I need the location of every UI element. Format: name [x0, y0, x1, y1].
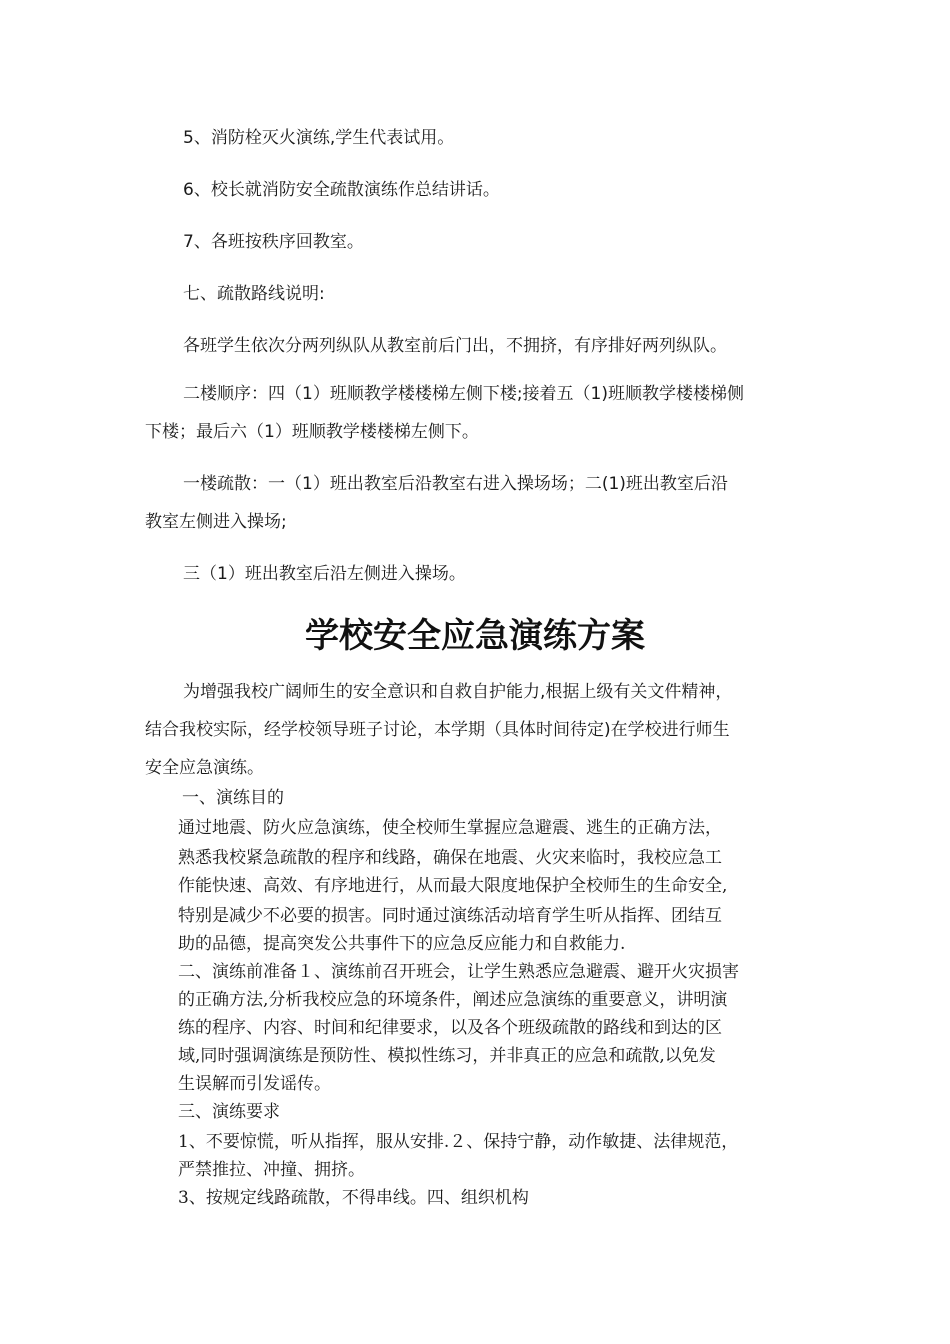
body-line: 熟悉我校紧急疏散的程序和线路，确保在地震、火灾来临时，我校应急工	[178, 848, 722, 868]
section-heading-evacuation-route: 七、疏散路线说明:	[183, 284, 325, 304]
body-line: 生误解而引发谣传。	[178, 1074, 331, 1094]
body-line: 作能快速、高效、有序地进行，从而最大限度地保护全校师生的生命安全,	[178, 876, 728, 896]
heading-drill-preparation: 二、演练前准备１、演练前召开班会，让学生熟悉应急避震、避开火灾损害	[178, 962, 739, 982]
step-7: 7、各班按秩序回教室。	[183, 232, 364, 252]
paragraph-second-floor-line2: 下楼；最后六（1）班顺教学楼楼梯左侧下。	[145, 422, 479, 442]
intro-line-3: 安全应急演练。	[145, 758, 264, 778]
body-line: 练的程序、内容、时间和纪律要求，以及各个班级疏散的路线和到达的区	[178, 1018, 722, 1038]
body-line: 特别是减少不必要的损害。同时通过演练活动培育学生听从指挥、团结互	[178, 906, 722, 926]
heading-drill-requirements: 三、演练要求	[178, 1102, 280, 1122]
step-5: 5、消防栓灭火演练,学生代表试用。	[183, 128, 455, 148]
step-6: 6、校长就消防安全疏散演练作总结讲话。	[183, 180, 500, 200]
paragraph-class-three: 三（1）班出教室后沿左侧进入操场。	[183, 564, 466, 584]
paragraph-second-floor-line1: 二楼顺序：四（1）班顺教学楼楼梯左侧下楼;接着五（1)班顺教学楼楼梯侧	[183, 384, 744, 404]
body-line: 域,同时强调演练是预防性、模拟性练习，并非真正的应急和疏散,以免发	[178, 1046, 716, 1066]
intro-line-2: 结合我校实际，经学校领导班子讨论，本学期（具体时间待定)在学校进行师生	[145, 720, 730, 740]
paragraph-first-floor-line1: 一楼疏散：一（1）班出教室后沿教室右进入操场场；二(1)班出教室后沿	[183, 474, 728, 494]
body-line: 的正确方法,分析我校应急的环境条件，阐述应急演练的重要意义，讲明演	[178, 990, 728, 1010]
body-line: 1、不要惊慌，听从指挥，服从安排.２、保持宁静，动作敏捷、法律规范，	[178, 1132, 739, 1152]
document-title: 学校安全应急演练方案	[305, 616, 645, 656]
body-line: 3、按规定线路疏散，不得串线。四、组织机构	[178, 1188, 529, 1208]
paragraph-first-floor-line2: 教室左侧进入操场;	[145, 512, 287, 532]
intro-line-1: 为增强我校广阔师生的安全意识和自救自护能力,根据上级有关文件精神，	[183, 682, 733, 702]
paragraph-exit-order: 各班学生依次分两列纵队从教室前后门出，不拥挤，有序排好两列纵队。	[183, 336, 727, 356]
body-line: 严禁推拉、冲撞、拥挤。	[178, 1160, 365, 1180]
body-line: 助的品德，提高突发公共事件下的应急反应能力和自救能力.	[178, 934, 626, 954]
body-line: 通过地震、防火应急演练，使全校师生掌握应急避震、逃生的正确方法，	[178, 818, 722, 838]
heading-drill-purpose: 一、演练目的	[182, 788, 284, 808]
